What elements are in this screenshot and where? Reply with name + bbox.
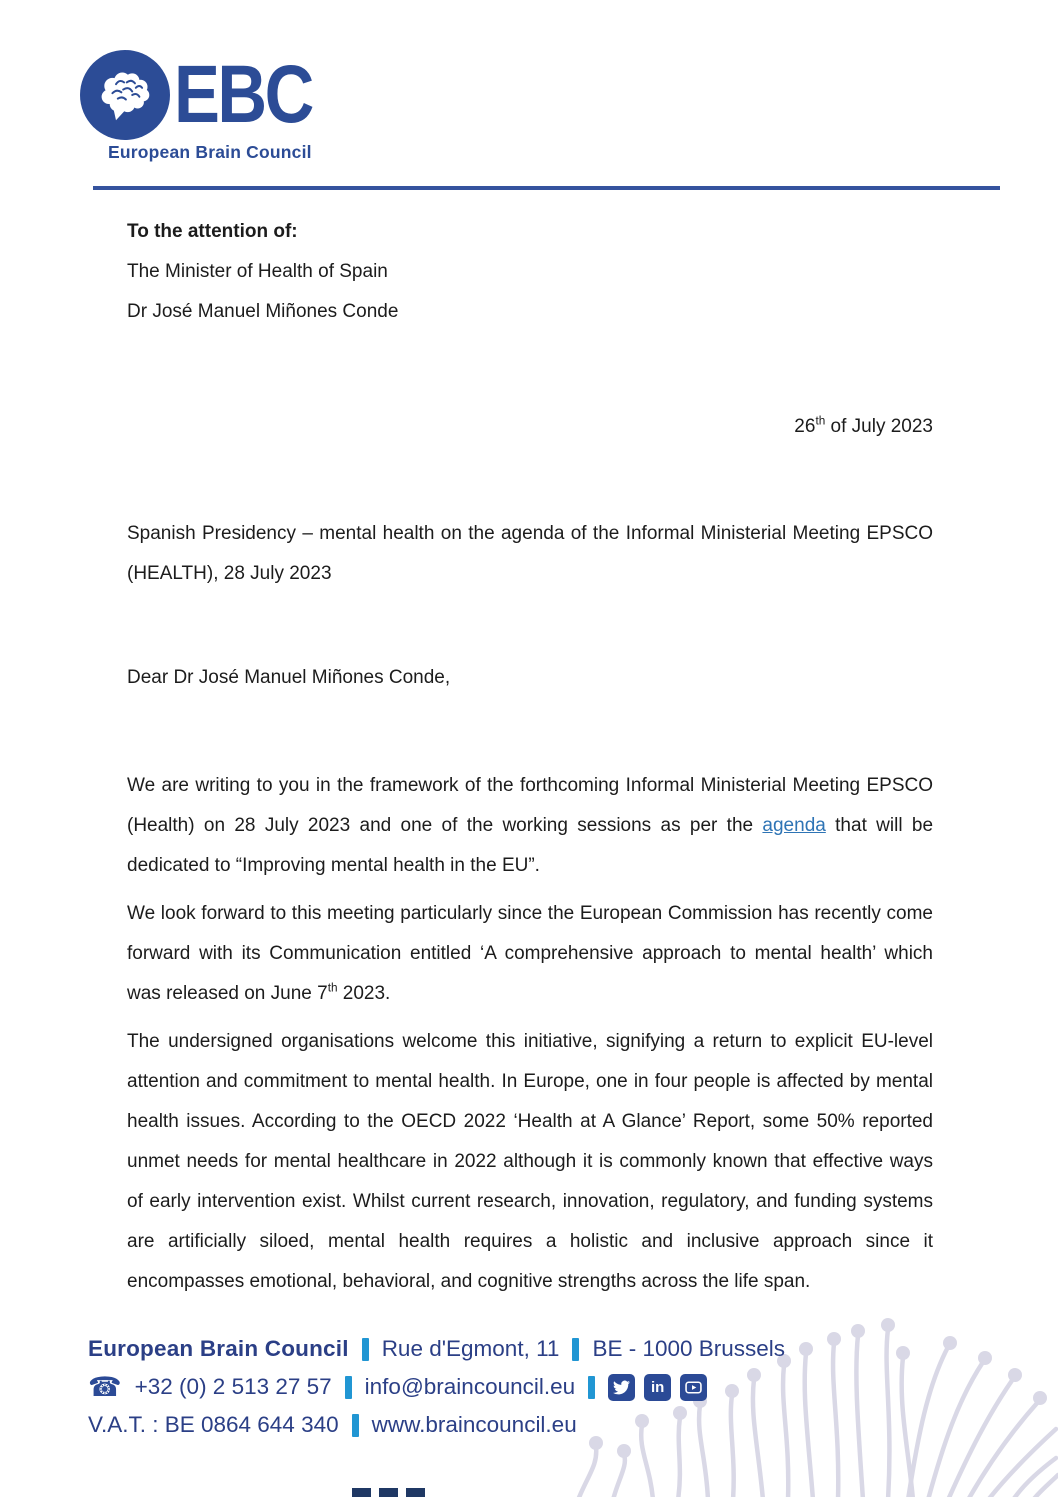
footer-city: BE - 1000 Brussels xyxy=(592,1336,786,1361)
footer-website: www.braincouncil.eu xyxy=(371,1412,577,1437)
paragraph-1-text-after: that will be dedicated to “Improving mental health in the EU”. xyxy=(127,815,934,876)
footer-line-3 xyxy=(88,1406,785,1444)
recipient-line-1: The Minister of Health of Spain xyxy=(127,261,388,282)
recipient-block xyxy=(127,212,933,332)
subject-line: Spanish Presidency – mental health on the agenda of the Informal Ministerial Meeting EPSCO (HEALTH), 28 July 2023 xyxy=(127,523,933,584)
paragraph-1-text: We are writing to you in the framework of the forthcoming Informal Ministerial Meeting EPSCO (Health) on 28 July 2023 and one of the working sessions as per the xyxy=(127,775,933,836)
footer-phone: +32 (0) 2 513 27 57 xyxy=(134,1374,332,1399)
footer-separator xyxy=(345,1376,352,1399)
logo-text: EBC xyxy=(174,49,312,140)
footer-line-1 xyxy=(88,1330,785,1368)
paragraph-2-text: We look forward to this meeting particularly since the European Commission has recently come forward with its Communication entitled ‘A comprehensive approach to mental health’ which was released on June 7 xyxy=(127,903,933,1004)
twitter-icon[interactable] xyxy=(608,1374,635,1401)
footer-address: Rue d'Egmont, 11 xyxy=(381,1336,560,1361)
paragraph-2 xyxy=(127,894,933,1014)
footer xyxy=(88,1330,785,1444)
social-icons xyxy=(608,1374,707,1401)
footer-vat: V.A.T. : BE 0864 644 340 xyxy=(88,1412,339,1437)
footer-separator xyxy=(352,1414,359,1437)
footer-separator xyxy=(588,1376,595,1399)
linkedin-icon[interactable]: in xyxy=(644,1374,671,1401)
recipient-line-2: Dr José Manuel Miñones Conde xyxy=(127,301,399,322)
footer-separator xyxy=(362,1338,369,1361)
paragraph-1 xyxy=(127,766,933,886)
date-ordinal: th xyxy=(815,414,826,428)
footer-org: European Brain Council xyxy=(88,1336,349,1361)
cropped-bottom-element xyxy=(352,1488,425,1497)
date-rest: of July 2023 xyxy=(825,416,933,437)
date-line xyxy=(127,407,933,447)
recipient-heading: To the attention of: xyxy=(127,221,298,242)
youtube-icon[interactable] xyxy=(680,1374,707,1401)
paragraph-3: The undersigned organisations welcome this initiative, signifying a return to explicit EU-level attention and commitment to mental health. In Europe, one in four people is affected by mental health issues. According to the OECD 2022 ‘Health at A Glance’ Report, some 50% reported unmet needs for mental healthcare in 2022 although it is commonly known that effective ways of early intervention exist. Whilst current research, innovation, regulatory, and funding systems are artificially siloed, mental health requires a holistic and inclusive approach since it encompasses emotional, behavioral, and cognitive strengths across the life span. xyxy=(127,1031,933,1292)
paragraph-2-text-after: 2023. xyxy=(337,983,391,1004)
footer-email: info@braincouncil.eu xyxy=(364,1374,576,1399)
brain-icon xyxy=(80,50,170,140)
logo-caption: European Brain Council xyxy=(108,142,312,162)
footer-line-2 xyxy=(88,1368,785,1406)
salutation: Dear Dr José Manuel Miñones Conde, xyxy=(127,667,451,688)
agenda-link[interactable]: agenda xyxy=(762,815,826,836)
phone-icon: ☎ xyxy=(88,1371,122,1402)
header-rule xyxy=(93,186,1000,190)
paragraph-2-ordinal: th xyxy=(327,981,338,995)
date-day: 26 xyxy=(794,416,816,437)
ebc-logo xyxy=(80,50,338,163)
footer-separator xyxy=(572,1338,579,1361)
